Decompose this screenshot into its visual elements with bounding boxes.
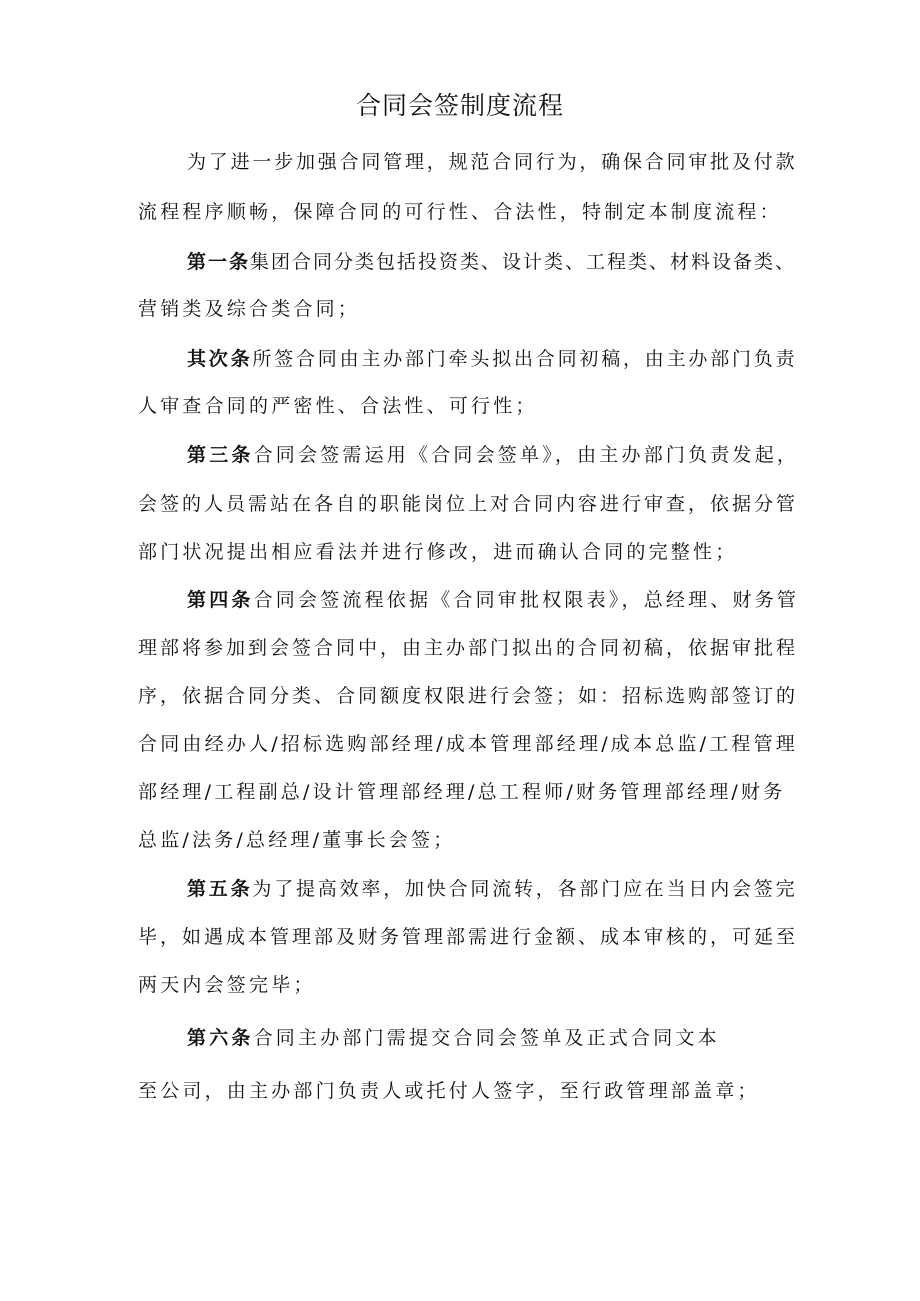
article-1-line-1 <box>187 248 796 276</box>
article-2-lead: 其次条 <box>187 348 253 370</box>
article-4-lead: 第四条 <box>187 589 254 611</box>
article-4-text-1: 合同会签流程依据《合同审批权限表》，总经理、财务管 <box>253 589 800 611</box>
document-title: 合同会签制度流程 <box>355 91 564 120</box>
article-4-line-3: 序，依据合同分类、合同额度权限进行会签；如：招标选购部签订的 <box>138 685 799 707</box>
article-4-line-6: 总监/法务/总经理/董事长会签； <box>138 829 456 851</box>
article-1-lead: 第一条 <box>187 251 251 273</box>
article-1-line-2: 营销类及综合类合同； <box>138 298 361 320</box>
article-2-text-1: 所签合同由主办部门牵头拟出合同初稿，由主办部门负责 <box>252 348 798 370</box>
article-3-line-3: 部门状况提出相应看法并进行修改，进而确认合同的完整性； <box>138 541 738 563</box>
article-3-line-1 <box>187 441 799 469</box>
intro-line-1: 为了进一步加强合同管理，规范合同行为，确保合同审批及付款 <box>187 151 798 173</box>
article-3-text-1: 合同会签需运用《合同会签单》，由主办部门负责发起， <box>253 444 800 466</box>
article-1-text-1: 集团合同分类包括投资类、设计类、工程类、材料设备类、 <box>250 251 797 273</box>
article-6-line-1 <box>187 1024 720 1052</box>
article-2-line-2: 人审查合同的严密性、合法性、可行性； <box>138 395 538 417</box>
article-3-lead: 第三条 <box>187 444 254 466</box>
article-4-line-5: 部经理/工程副总/设计管理部经理/总工程师/财务管理部经理/财务 <box>138 781 786 803</box>
article-4-line-4: 合同由经办人/招标选购部经理/成本管理部经理/成本总监/工程管理 <box>138 733 799 755</box>
article-5-text-1: 为了提高效率，加快合同流转，各部门应在当日内会签完 <box>252 878 798 900</box>
intro-line-2: 流程程序顺畅，保障合同的可行性、合法性，特制定本制度流程： <box>138 201 782 223</box>
article-5-lead: 第五条 <box>187 878 253 900</box>
article-6-text-1: 合同主办部门需提交合同会签单及正式合同文本 <box>253 1027 720 1049</box>
article-2-line-1 <box>187 345 797 373</box>
article-5-line-2: 毕，如遇成本管理部及财务管理部需进行金额、成本审核的，可延至 <box>138 926 799 948</box>
article-5-line-1 <box>187 875 797 903</box>
article-4-line-1 <box>187 586 799 614</box>
article-3-line-2: 会签的人员需站在各自的职能岗位上对合同内容进行审查，依据分管 <box>138 493 799 515</box>
article-5-line-3: 两天内会签完毕； <box>138 974 316 996</box>
article-6-lead: 第六条 <box>187 1027 254 1049</box>
article-4-line-2: 理部将参加到会签合同中，由主办部门拟出的合同初稿，依据审批程 <box>138 637 799 659</box>
article-6-line-2: 至公司，由主办部门负责人或托付人签字，至行政管理部盖章； <box>138 1080 760 1102</box>
